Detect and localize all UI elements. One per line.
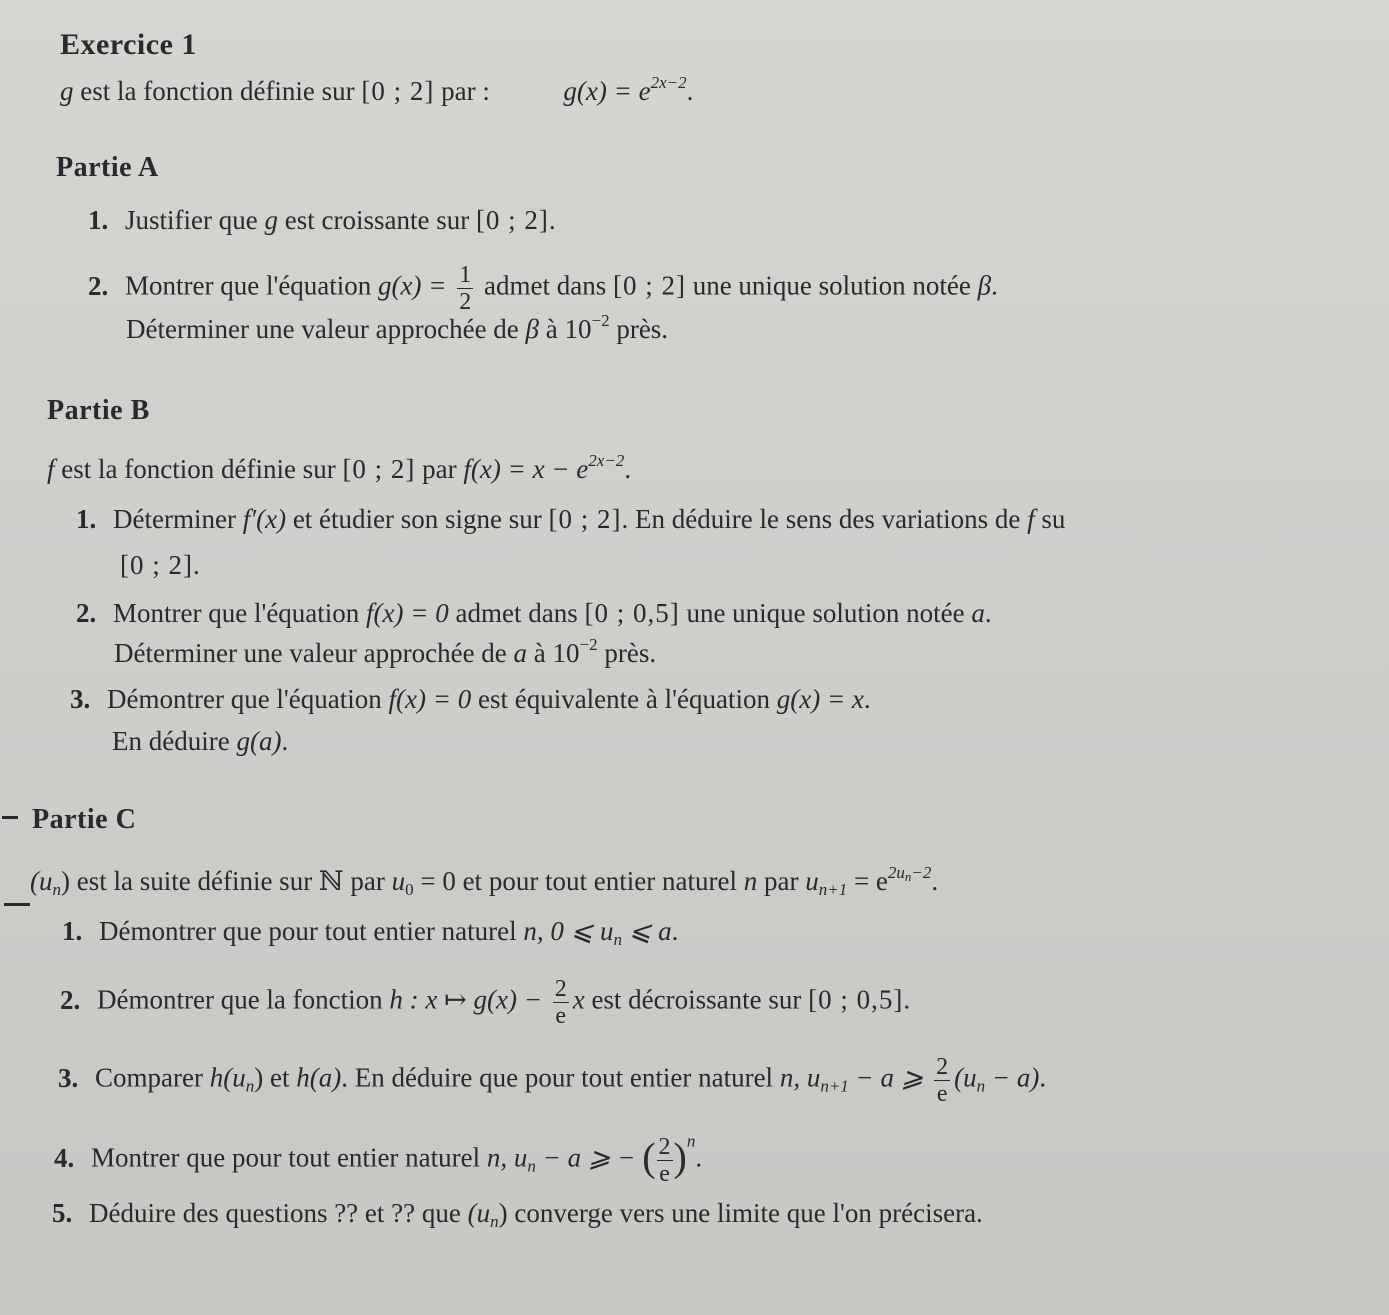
partB-q2-line2-text: Déterminer une valeur approchée de bbox=[114, 638, 507, 668]
partC-intro-text: est la suite définie sur ℕ par bbox=[76, 866, 385, 896]
partC-q3-text: Comparer bbox=[95, 1062, 203, 1093]
partB-q2-line2-a: à 10 bbox=[533, 638, 580, 668]
partC-q5-rest: converge vers une limite que l'on précisera. bbox=[514, 1198, 983, 1228]
partC-intro-un1-sub: n+1 bbox=[818, 880, 848, 899]
partC-q3-et: et bbox=[269, 1062, 290, 1093]
partC-intro-par: par bbox=[763, 866, 799, 896]
partA-q2 bbox=[88, 262, 998, 315]
partB-q2-sym: a bbox=[971, 598, 985, 628]
partB-intro-func: f(x) = x − e bbox=[463, 454, 589, 484]
partC-q2-fraction bbox=[553, 976, 569, 1029]
intro-g bbox=[60, 74, 693, 108]
partC-intro-end: . bbox=[931, 866, 939, 896]
partB-q2-line2-sym: a bbox=[513, 638, 528, 668]
partB-intro-interval: [0 ; 2] bbox=[342, 454, 416, 484]
partC-intro-seq-sub: n bbox=[52, 880, 61, 899]
partC-intro-seq-close: ) bbox=[61, 866, 70, 896]
partA-q2-rest2: une unique solution notée bbox=[692, 270, 971, 301]
partA-q2-line2-sym: β bbox=[525, 314, 539, 344]
partB-q3-line2-eq: g(a) bbox=[236, 726, 282, 756]
partB-q3-line2-text: En déduire bbox=[112, 726, 230, 756]
partC-q3-rest: . En déduire que pour tout entier naturel bbox=[341, 1062, 774, 1093]
partC-intro-un1: u bbox=[805, 866, 819, 896]
intro-exp: 2x−2 bbox=[650, 73, 687, 92]
partB-q2-end: . bbox=[984, 598, 992, 628]
partC-q2-num: 2. bbox=[60, 984, 81, 1015]
partA-q1-interval: [0 ; 2] bbox=[475, 205, 549, 235]
partC-q4-num: 4. bbox=[54, 1142, 75, 1173]
partB-q1-num: 1. bbox=[76, 504, 97, 534]
partA-q2-text: Montrer que l'équation bbox=[125, 270, 372, 301]
partB-q1-deriv: f′(x) bbox=[242, 504, 287, 534]
partC-q3-h1-sub: n bbox=[245, 1076, 255, 1096]
partB-q1 bbox=[76, 502, 1065, 536]
partB-q1-rest2: . En déduire le sens des variations de bbox=[621, 504, 1021, 534]
partB-heading: Partie B bbox=[47, 395, 150, 426]
partB-intro-end: . bbox=[624, 454, 632, 484]
partC-q3-ineq: , u bbox=[793, 1062, 821, 1093]
partC-q4-frac-den: e bbox=[659, 1161, 670, 1187]
partB-q3 bbox=[70, 682, 871, 716]
partC-q2-frac-den: e bbox=[555, 1003, 567, 1029]
partB-q2-eq: f(x) = 0 bbox=[366, 598, 449, 628]
partC-q1 bbox=[62, 914, 678, 948]
partB-q3-line2 bbox=[112, 724, 288, 758]
partC-q4-ineq: , u bbox=[500, 1142, 528, 1173]
partC-heading: Partie C bbox=[32, 804, 137, 835]
partA-heading: Partie A bbox=[56, 152, 159, 183]
intro-func: g(x) = e bbox=[563, 76, 651, 106]
intro-interval: [0 ; 2] bbox=[361, 76, 435, 106]
partC-q3-tail: (u bbox=[954, 1062, 977, 1093]
partC-q3 bbox=[58, 1054, 1046, 1107]
partA-q1-rest: est croissante sur bbox=[284, 205, 470, 235]
partC-q4-frac-num: 2 bbox=[658, 1134, 671, 1160]
partB-q3-eq1: f(x) = 0 bbox=[388, 684, 472, 714]
partC-q3-h2: h(a) bbox=[296, 1062, 342, 1093]
partC-q4-end: . bbox=[695, 1142, 703, 1173]
partC-q3-tail-close: − a) bbox=[991, 1062, 1040, 1093]
partB-q3-eq2: g(x) = x bbox=[776, 684, 864, 714]
intro-var: g bbox=[60, 76, 74, 106]
partC-q1-ineq-tail: ⩽ a bbox=[628, 916, 672, 946]
partC-intro-u0-sub: 0 bbox=[405, 880, 414, 899]
partB-q1-text: Déterminer bbox=[113, 504, 236, 534]
partC-intro-exp-tail: −2 bbox=[911, 863, 932, 882]
partB-q2-text: Montrer que l'équation bbox=[113, 598, 360, 628]
partA-q2-interval: [0 ; 2] bbox=[612, 270, 686, 301]
partB-q1-interval: [0 ; 2] bbox=[548, 504, 622, 534]
intro-text: est la fonction définie sur bbox=[80, 76, 355, 106]
partC-q2 bbox=[60, 976, 910, 1029]
partC-q4-n: n bbox=[486, 1142, 501, 1173]
partB-q1-line2-end: . bbox=[192, 550, 200, 580]
partB-q2 bbox=[76, 596, 992, 630]
partC-q5-seq: (u bbox=[467, 1198, 491, 1228]
partA-q2-eq: g(x) = bbox=[378, 270, 447, 301]
partC-intro-exp: 2u bbox=[887, 863, 905, 882]
partC-q1-num: 1. bbox=[62, 916, 83, 946]
partB-q3-num: 3. bbox=[70, 684, 91, 714]
partA-q2-rest: admet dans bbox=[483, 270, 607, 301]
partC-q3-n: n bbox=[779, 1062, 794, 1093]
partA-q2-num: 2. bbox=[88, 270, 109, 301]
partC-q4-paren-close: ) bbox=[673, 1134, 687, 1180]
partC-q3-frac-num: 2 bbox=[936, 1054, 949, 1080]
partA-q2-line2-text: Déterminer une valeur approchée de bbox=[126, 314, 519, 344]
partB-intro-par: par bbox=[422, 454, 457, 484]
partC-q2-x: x bbox=[572, 984, 585, 1015]
partA-q2-end: . bbox=[991, 270, 998, 301]
partC-q2-end: . bbox=[903, 984, 911, 1015]
partC-q3-h1: h(u bbox=[209, 1062, 246, 1093]
partA-q2-frac-num: 1 bbox=[459, 262, 472, 288]
partC-q3-num: 3. bbox=[58, 1062, 79, 1093]
partC-q4-ineq-mid: − a ⩾ − bbox=[542, 1142, 636, 1173]
partA-q2-line2-exp: −2 bbox=[591, 311, 610, 330]
partC-q5-num: 5. bbox=[52, 1198, 73, 1228]
partA-q2-sym: β bbox=[977, 270, 992, 301]
partB-intro-exp: 2x−2 bbox=[588, 451, 625, 470]
partC-q4 bbox=[54, 1131, 703, 1187]
partC-intro bbox=[30, 864, 938, 898]
partC-q4-exp: n bbox=[686, 1131, 696, 1151]
partA-q1-text: Justifier que bbox=[125, 205, 258, 235]
margin-dash-mark bbox=[2, 816, 18, 819]
partC-intro-n: n bbox=[743, 866, 758, 896]
partB-q1-line2-interval: [0 ; 2] bbox=[120, 550, 193, 580]
partC-q1-ineq-sub: n bbox=[613, 930, 622, 949]
partA-q2-line2-a: à 10 bbox=[545, 314, 592, 344]
partC-q5-seq-sub: n bbox=[490, 1212, 499, 1231]
partA-q2-line2-end: près. bbox=[616, 314, 669, 344]
partC-intro-u0-eq: = 0 bbox=[420, 866, 456, 896]
partC-q5-seq-close: ) bbox=[498, 1198, 508, 1228]
partC-q4-text: Montrer que pour tout entier naturel bbox=[91, 1142, 481, 1173]
partC-intro-eq: = e bbox=[853, 866, 888, 896]
partB-q2-interval: [0 ; 0,5] bbox=[584, 598, 680, 628]
partC-q2-text: Démontrer que la fonction bbox=[97, 984, 383, 1015]
partB-q3-rest: est équivalente à l'équation bbox=[477, 684, 770, 714]
partB-q3-end: . bbox=[863, 684, 871, 714]
partA-q1-end: . bbox=[548, 205, 556, 235]
partB-q3-line2-end: . bbox=[281, 726, 289, 756]
partB-q1-line2 bbox=[120, 548, 200, 582]
partB-q2-rest2: une unique solution notée bbox=[686, 598, 965, 628]
partB-q1-cut: su bbox=[1041, 504, 1066, 534]
partC-q3-frac-den: e bbox=[936, 1081, 948, 1107]
partB-q1-var: f bbox=[1027, 504, 1035, 534]
intro-par: par : bbox=[441, 76, 490, 106]
partC-q1-text: Démontrer que pour tout entier naturel bbox=[99, 916, 517, 946]
partA-q1 bbox=[88, 203, 556, 237]
intro-end: . bbox=[686, 76, 694, 106]
partC-q3-h1-close: ) bbox=[254, 1062, 264, 1093]
partC-q4-paren-open: ( bbox=[642, 1134, 656, 1180]
partC-q2-interval: [0 ; 0,5] bbox=[808, 984, 904, 1015]
partB-q2-num: 2. bbox=[76, 598, 97, 628]
partB-q3-text: Démontrer que l'équation bbox=[107, 684, 382, 714]
partB-q2-rest: admet dans bbox=[455, 598, 578, 628]
partC-q5 bbox=[52, 1196, 983, 1230]
partC-q3-end: . bbox=[1039, 1062, 1047, 1093]
partB-q2-line2 bbox=[114, 636, 656, 670]
partC-q3-tail-sub: n bbox=[976, 1076, 986, 1096]
partC-q1-n: n bbox=[523, 916, 537, 946]
partB-q1-rest: et étudier son signe sur bbox=[292, 504, 542, 534]
partA-q2-frac-den: 2 bbox=[459, 289, 472, 315]
partC-intro-rest: et pour tout entier naturel bbox=[462, 866, 737, 896]
partC-q4-fraction bbox=[657, 1134, 673, 1187]
partC-intro-exp-sub: n bbox=[904, 869, 912, 884]
partB-q2-line2-end: près. bbox=[604, 638, 657, 668]
partC-q4-ineq-sub: n bbox=[527, 1156, 536, 1176]
partC-intro-u0: u bbox=[391, 866, 406, 896]
partC-q3-ineq-sub: n+1 bbox=[820, 1076, 849, 1096]
partB-intro-text: est la fonction définie sur bbox=[61, 454, 336, 484]
partB-q2-line2-exp: −2 bbox=[579, 635, 598, 654]
partA-q2-fraction bbox=[457, 262, 473, 315]
margin-underline-mark bbox=[4, 903, 30, 906]
partA-q1-num: 1. bbox=[88, 205, 109, 235]
partB-intro-var: f bbox=[47, 454, 55, 484]
partC-q5-text: Déduire des questions ?? et ?? que bbox=[89, 1198, 461, 1228]
partC-q3-fraction bbox=[934, 1054, 950, 1107]
partA-q2-line2 bbox=[126, 312, 668, 346]
partC-q2-rest: est décroissante sur bbox=[591, 984, 802, 1015]
partC-q1-end: . bbox=[671, 916, 679, 946]
partA-q1-var: g bbox=[264, 205, 278, 235]
partC-q1-ineq: , 0 ⩽ u bbox=[536, 916, 614, 946]
partB-intro bbox=[47, 452, 631, 486]
partC-q2-func: h : x ↦ g(x) − bbox=[389, 984, 542, 1015]
exercise-title: Exercice 1 bbox=[60, 28, 197, 61]
partC-q2-frac-num: 2 bbox=[554, 976, 567, 1002]
partC-intro-seq: (u bbox=[30, 866, 53, 896]
partC-q3-ineq-mid: − a ⩾ bbox=[855, 1062, 924, 1093]
